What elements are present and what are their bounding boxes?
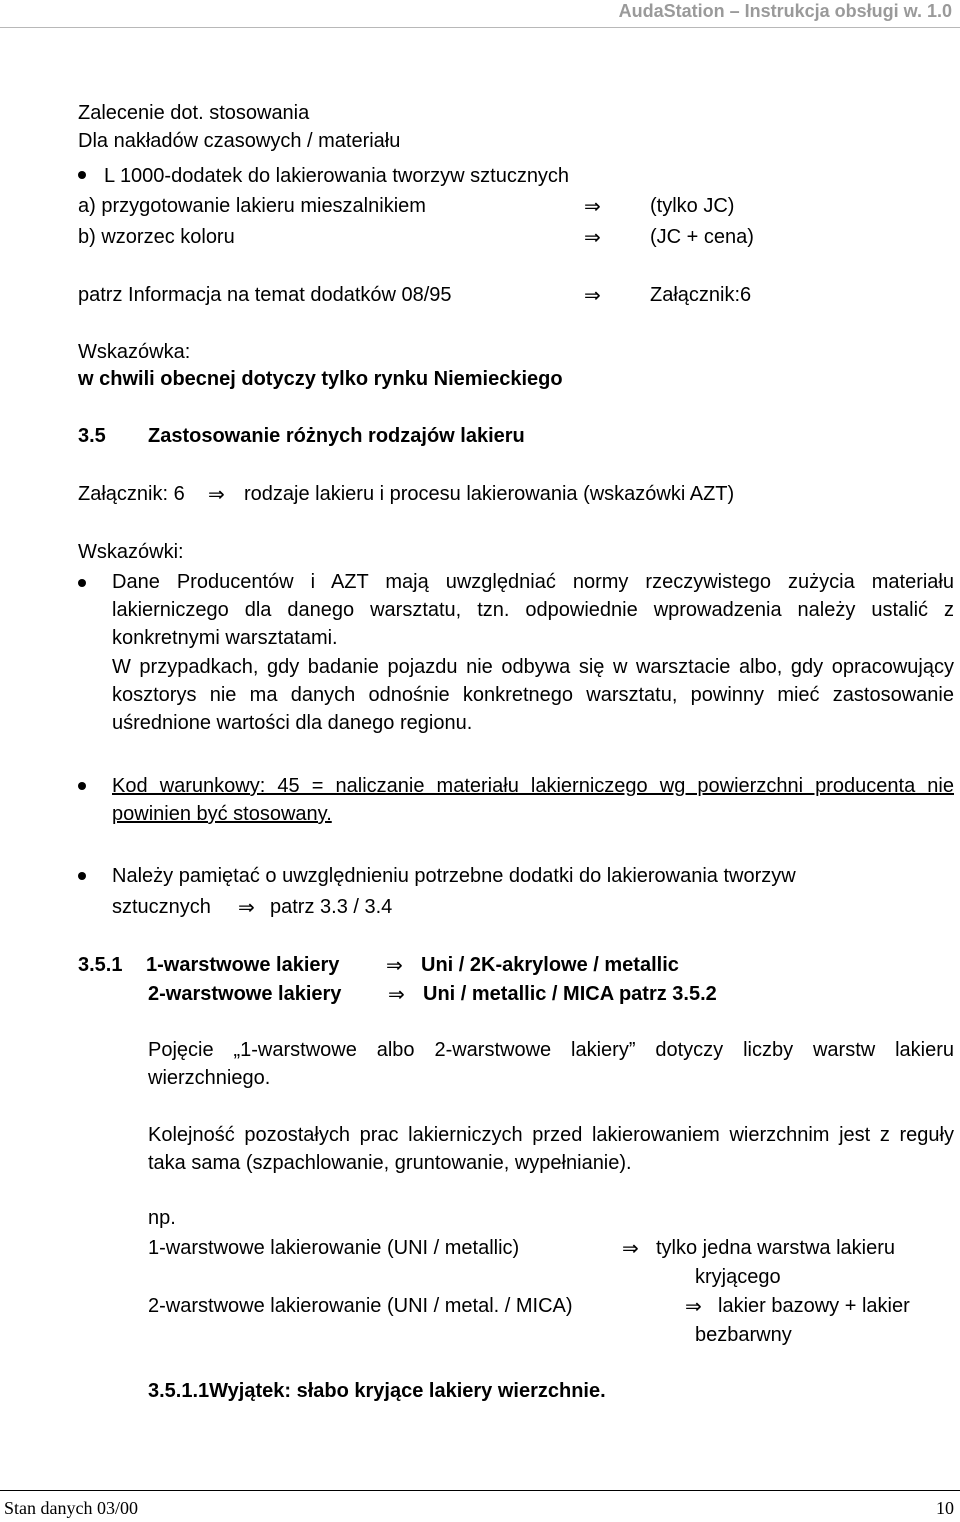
hint-bullet-1-paragraph-1: Dane Producentów i AZT mają uwzględniać normy rzeczywistego zużycia materiału lakierniczego dla danego warsztatu, tzn. odpowiednie wprowadzenia należy ustalić z konkretnymi warsztatami. <box>112 571 954 649</box>
implies-arrow-icon: ⇒ <box>584 194 601 218</box>
example-1-result: tylko jedna warstwa lakieru <box>656 1237 895 1259</box>
implies-arrow-icon: ⇒ <box>238 895 255 919</box>
implies-arrow-icon: ⇒ <box>208 482 225 506</box>
section-3-5-1-line-1a: 1-warstwowe lakiery <box>146 954 340 976</box>
hints-label: Wskazówki: <box>78 541 184 563</box>
section-3-5-title: Zastosowanie różnych rodzajów lakieru <box>148 425 525 447</box>
attachment-prefix: Załącznik: 6 <box>78 483 185 505</box>
header-divider <box>0 27 960 28</box>
intro-bullet-item: L 1000-dodatek do lakierowania tworzyw sztucznych <box>104 165 570 187</box>
intro-line-2: Dla nakładów czasowych / materiału <box>78 130 401 152</box>
intro-see-info: patrz Informacja na temat dodatków 08/95 <box>78 284 452 306</box>
note-label: Wskazówka: <box>78 341 191 363</box>
intro-item-b-result: (JC + cena) <box>650 226 754 248</box>
intro-item-b: b) wzorzec koloru <box>78 226 235 248</box>
bullet-icon <box>78 872 86 880</box>
bullet-icon <box>78 782 86 790</box>
implies-arrow-icon: ⇒ <box>584 283 601 307</box>
intro-see-info-result: Załącznik:6 <box>650 284 752 306</box>
hint-bullet-1-paragraph-2: W przypadkach, gdy badanie pojazdu nie odbywa się w warsztacie albo, gdy opracowujący kosztorys nie ma danych odnośnie konkretnego warsztatu, powinny mieć zastosowanie uśrednione wartości dla danego regionu. <box>112 656 954 734</box>
implies-arrow-icon: ⇒ <box>584 225 601 249</box>
section-3-5-1-1-heading: 3.5.1.1Wyjątek: słabo kryjące lakiery wierzchnie. <box>148 1380 606 1402</box>
example-2-result-cont: bezbarwny <box>695 1324 792 1346</box>
bullet-icon <box>78 579 86 587</box>
hint-bullet-3-text: Należy pamiętać o uwzględnieniu potrzebne dodatki do lakierowania tworzyw <box>112 865 796 887</box>
intro-line-1: Zalecenie dot. stosowania <box>78 102 310 124</box>
implies-arrow-icon: ⇒ <box>386 953 403 977</box>
document-header-title: AudaStation – Instrukcja obsługi w. 1.0 <box>618 1 952 21</box>
hint-bullet-3-tail-b: patrz 3.3 / 3.4 <box>270 896 393 918</box>
example-1-subject: 1-warstwowe lakierowanie (UNI / metallic) <box>148 1237 520 1259</box>
footer-data-status: Stan danych 03/00 <box>4 1498 138 1518</box>
example-2-result: lakier bazowy + lakier <box>718 1295 910 1317</box>
section-3-5-1-line-2b: Uni / metallic / MICA patrz 3.5.2 <box>423 983 717 1005</box>
example-2-subject: 2-warstwowe lakierowanie (UNI / metal. / MICA) <box>148 1295 573 1317</box>
example-1-result-cont: kryjącego <box>695 1266 781 1288</box>
implies-arrow-icon: ⇒ <box>388 982 405 1006</box>
attachment-text: rodzaje lakieru i procesu lakierowania (wskazówki AZT) <box>244 483 735 505</box>
section-3-5-1-line-1b: Uni / 2K-akrylowe / metallic <box>421 954 679 976</box>
footer-divider <box>0 1490 960 1491</box>
section-3-5-1-line-2a: 2-warstwowe lakiery <box>148 983 342 1005</box>
intro-item-a: a) przygotowanie lakieru mieszalnikiem <box>78 195 426 217</box>
implies-arrow-icon: ⇒ <box>622 1236 639 1260</box>
section-3-5-number: 3.5 <box>78 425 106 447</box>
intro-item-a-result: (tylko JC) <box>650 195 735 217</box>
bullet-icon <box>78 171 86 179</box>
example-label: np. <box>148 1207 176 1229</box>
hint-bullet-3-tail-a: sztucznych <box>112 896 211 918</box>
hint-bullet-2: Kod warunkowy: 45 = naliczanie materiału lakierniczego wg powierzchni producenta nie powinien być stosowany. <box>112 775 954 825</box>
section-3-5-1-number: 3.5.1 <box>78 954 123 976</box>
implies-arrow-icon: ⇒ <box>685 1294 702 1318</box>
section-3-5-1-paragraph-2: Kolejność pozostałych prac lakierniczych przed lakierowaniem wierzchnim jest z reguły taka sama (szpachlowanie, gruntowanie, wypełnianie). <box>148 1124 954 1174</box>
note-text: w chwili obecnej dotyczy tylko rynku Niemieckiego <box>78 368 563 390</box>
page-number: 10 <box>936 1498 954 1518</box>
section-3-5-1-paragraph-1: Pojęcie „1-warstwowe albo 2-warstwowe lakiery” dotyczy liczby warstw lakieru wierzchniego. <box>148 1039 954 1089</box>
